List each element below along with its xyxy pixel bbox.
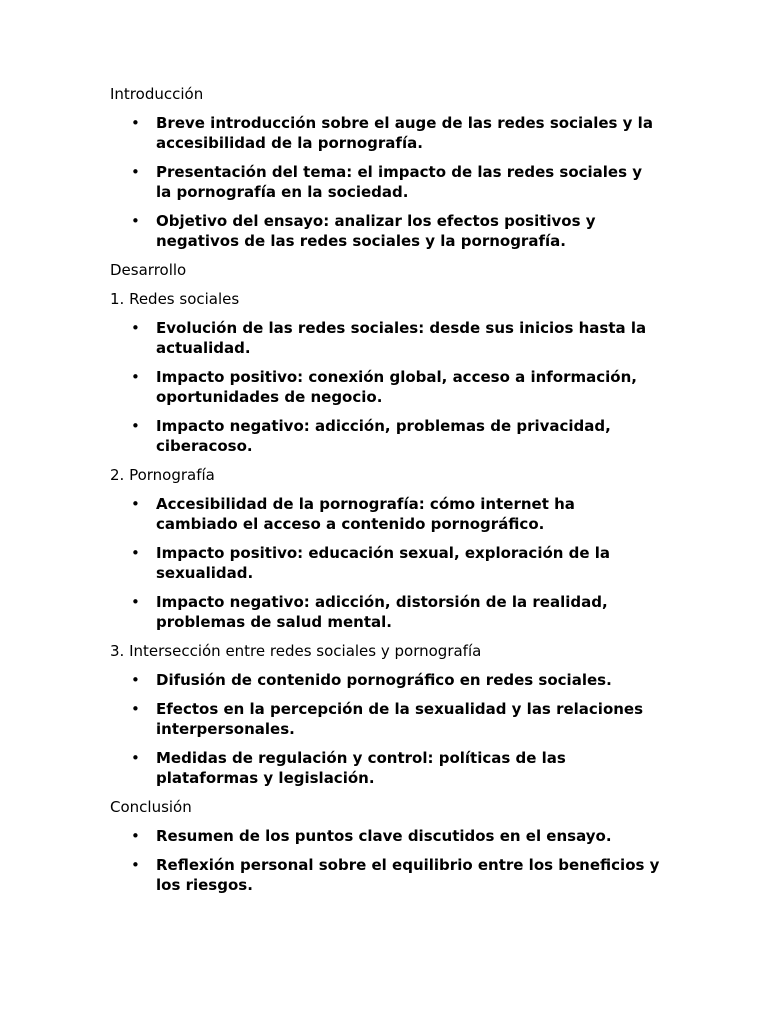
section-heading: Introducción xyxy=(110,85,204,103)
list-item: • Medidas de regulación y control: políticas de las plataformas y legislación. xyxy=(110,748,661,788)
section-heading: 1. Redes sociales xyxy=(110,290,240,308)
bullet-list xyxy=(110,113,668,251)
list-item: • Impacto negativo: adicción, problemas de privacidad, ciberacoso. xyxy=(110,416,661,456)
section-heading: Conclusión xyxy=(110,798,192,816)
bullet-list xyxy=(110,318,668,456)
bullet-list xyxy=(110,826,668,895)
section-heading: 3. Intersección entre redes sociales y pornografía xyxy=(110,642,482,660)
section-heading: Desarrollo xyxy=(110,261,187,279)
list-item: • Impacto negativo: adicción, distorsión de la realidad, problemas de salud mental. xyxy=(110,592,661,632)
list-item: • Accesibilidad de la pornografía: cómo internet ha cambiado el acceso a contenido pornográfico. xyxy=(110,494,661,534)
list-item: • Evolución de las redes sociales: desde sus inicios hasta la actualidad. xyxy=(110,318,661,358)
bullet-list xyxy=(110,670,668,788)
bullet-list xyxy=(110,494,668,632)
list-item: • Difusión de contenido pornográfico en redes sociales. xyxy=(110,670,661,690)
list-item: • Impacto positivo: conexión global, acceso a información, oportunidades de negocio. xyxy=(110,367,661,407)
section-heading: 2. Pornografía xyxy=(110,466,215,484)
list-item: • Objetivo del ensayo: analizar los efectos positivos y negativos de las redes sociales y la pornografía. xyxy=(110,211,661,251)
list-item: • Presentación del tema: el impacto de las redes sociales y la pornografía en la sociedad. xyxy=(110,162,661,202)
list-item: • Reflexión personal sobre el equilibrio entre los beneficios y los riesgos. xyxy=(110,855,661,895)
list-item: • Impacto positivo: educación sexual, exploración de la sexualidad. xyxy=(110,543,661,583)
list-item: • Breve introducción sobre el auge de las redes sociales y la accesibilidad de la pornografía. xyxy=(110,113,661,153)
list-item: • Efectos en la percepción de la sexualidad y las relaciones interpersonales. xyxy=(110,699,661,739)
list-item: • Resumen de los puntos clave discutidos en el ensayo. xyxy=(110,826,661,846)
